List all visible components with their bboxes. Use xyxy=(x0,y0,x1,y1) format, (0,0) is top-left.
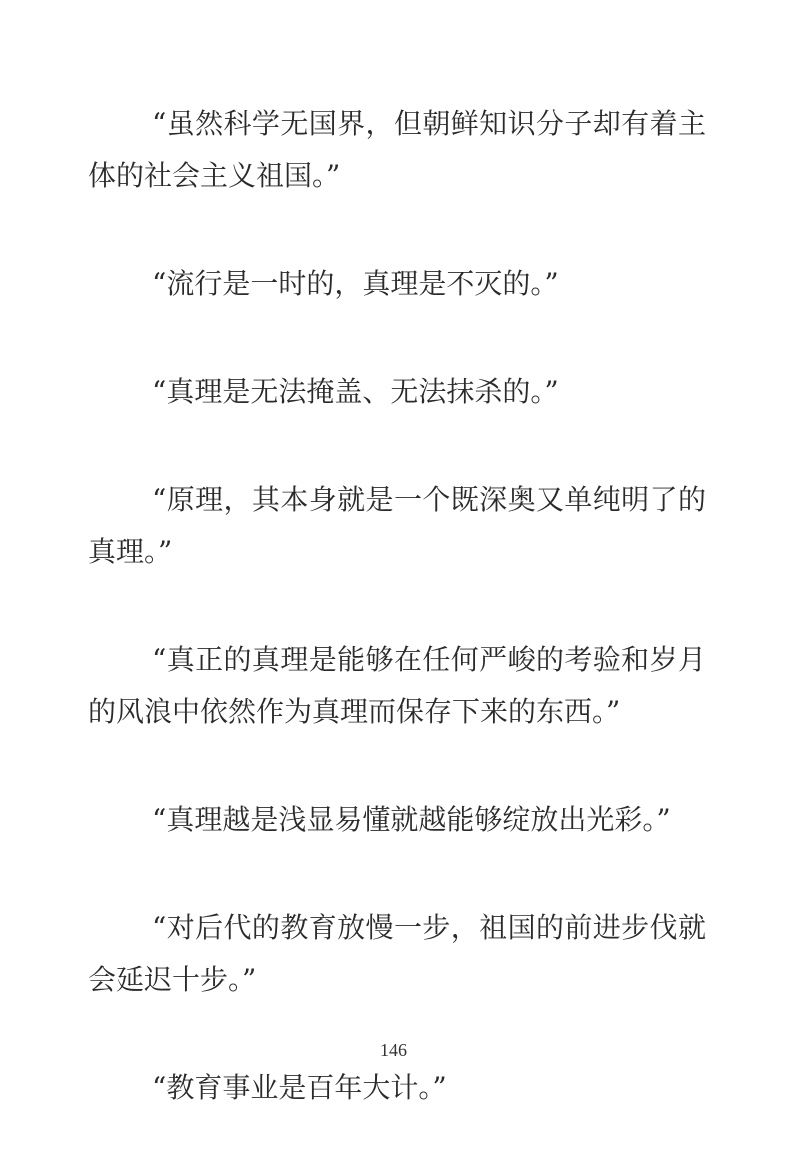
quote-paragraph: “真理是无法掩盖、无法抹杀的。” xyxy=(152,375,559,408)
quote-paragraph: “真理越是浅显易懂就越能够绽放出光彩。” xyxy=(152,803,671,836)
quote-paragraph: “虽然科学无国界，但朝鲜知识分子却有着主体的社会主义祖国。” xyxy=(88,107,706,192)
quote-list xyxy=(88,98,706,1170)
quote-paragraph: “原理，其本身就是一个既深奥又单纯明了的真理。” xyxy=(88,483,706,568)
page-number: 146 xyxy=(380,1040,407,1060)
quote-paragraph: “教育事业是百年大计。” xyxy=(152,1071,447,1104)
quote-paragraph: “流行是一时的，真理是不灭的。” xyxy=(152,267,559,300)
quote-paragraph: “真正的真理是能够在任何严峻的考验和岁月的风浪中依然作为真理而保存下来的东西。” xyxy=(88,643,706,728)
quote-paragraph: “对后代的教育放慢一步，祖国的前进步伐就会延迟十步。” xyxy=(88,911,706,996)
